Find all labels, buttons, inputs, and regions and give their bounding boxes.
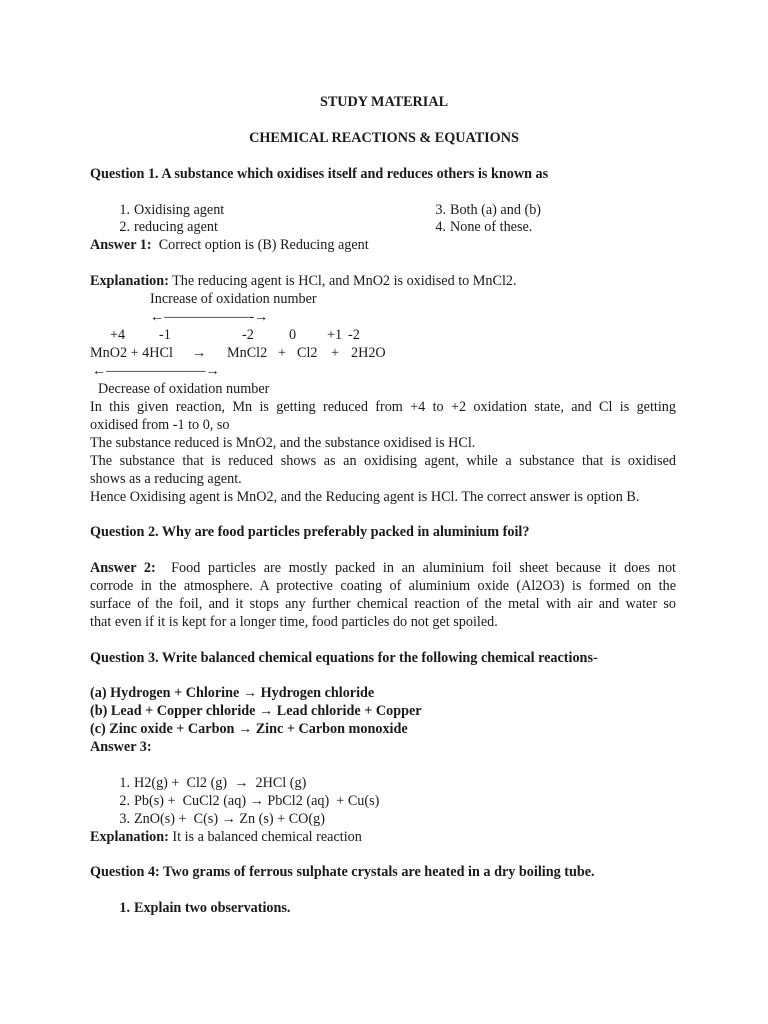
answer-2-line-3: surface of the foil, and it stops any further chemical reaction of the metal with air and water so [90,596,676,612]
chapter-title: CHEMICAL REACTIONS & EQUATIONS [249,130,519,146]
q4-subquestion-1-text: Explain two observations. [134,900,291,916]
q3-equation-3-number: 3. [119,811,130,827]
q1-option-2-number: 2. [119,219,130,235]
explanation-3-text: It is a balanced chemical reaction [172,829,362,845]
q1-option-1-number: 1. [119,202,130,218]
redox-paragraph-line-1: In this given reaction, Mn is getting reduced from +4 to +2 oxidation state, and Cl is getting [90,399,676,415]
agent-sentence-line-2: shows as a reducing agent. [90,471,242,487]
oxidation-state-h: +1 [327,327,343,343]
q1-option-4-text: None of these. [450,219,533,235]
q1-option-3-number: 3. [435,202,446,218]
explanation-1-text: The reducing agent is HCl, and MnO2 is oxidised to MnCl2. [172,273,517,289]
equation-product-mncl2: MnCl2 [227,345,268,361]
q3-equation-3 [108,811,325,828]
answer-2-text-1: Food particles are mostly packed in an aluminium foil sheet because it does not [171,560,677,576]
q1-option-1 [108,202,224,219]
equation-plus-2: + [331,345,340,361]
q1-option-2 [108,219,218,236]
q3-equation-1 [108,775,306,792]
agent-sentence-line-1: The substance that is reduced shows as an oxidising agent, while a substance that is oxidised [90,453,676,469]
q1-option-1-text: Oxidising agent [134,202,225,218]
conclusion-sentence: Hence Oxidising agent is MnO2, and the Reducing agent is HCl. The correct answer is option B. [90,489,640,505]
answer-2-label: Answer 2: [90,560,156,576]
q1-option-3 [424,202,541,219]
q1-option-4-number: 4. [435,219,446,235]
decrease-arrow: ←———————→ [92,363,220,379]
q4-subquestion-1 [108,900,290,917]
explanation-3-label: Explanation: [90,829,169,845]
oxidation-state-mn-product: -2 [242,327,254,343]
increase-oxidation-label: Increase of oxidation number [150,291,317,307]
q3-equation-2 [108,793,379,810]
answer-1 [90,237,369,254]
answer-2-line-2: corrode in the atmosphere. A protective coating of aluminium oxide (Al2O3) is formed on the [90,578,676,594]
explanation-3 [90,829,362,846]
decrease-oxidation-label: Decrease of oxidation number [98,381,270,397]
q3-equation-1-text: H2(g) + Cl2 (g) → 2HCl (g) [134,775,307,791]
question-1: Question 1. A substance which oxidises itself and reduces others is known as [90,166,549,182]
equation-arrow: → [192,345,207,361]
oxidation-state-o: -2 [348,327,360,343]
q1-option-2-text: reducing agent [134,219,218,235]
answer-1-label: Answer 1: [90,237,152,253]
equation-plus-1: + [278,345,287,361]
q3-equation-3-text: ZnO(s) + C(s) → Zn (s) + CO(g) [134,811,325,827]
q3-equation-2-text: Pb(s) + CuCl2 (aq) → PbCl2 (aq) + Cu(s) [134,793,380,809]
q3-part-a: (a) Hydrogen + Chlorine → Hydrogen chloride [90,685,375,701]
substance-sentence: The substance reduced is MnO2, and the substance oxidised is HCl. [90,435,476,451]
question-3: Question 3. Write balanced chemical equations for the following chemical reactions- [90,650,598,666]
oxidation-state-cl2: 0 [289,327,297,343]
q3-part-c: (c) Zinc oxide + Carbon → Zinc + Carbon monoxide [90,721,408,737]
explanation-1 [90,273,517,290]
q1-option-3-text: Both (a) and (b) [450,202,542,218]
answer-1-text: Correct option is (B) Reducing agent [158,237,369,253]
answer-3-label: Answer 3: [90,739,152,755]
study-material-heading: STUDY MATERIAL [319,94,449,110]
equation-product-cl2: Cl2 [297,345,318,361]
question-4: Question 4: Two grams of ferrous sulphate crystals are heated in a dry boiling tube. [90,864,595,880]
redox-equation [0,345,768,362]
q3-equation-1-number: 1. [119,775,130,791]
redox-paragraph-line-2: oxidised from -1 to 0, so [90,417,230,433]
q3-part-b: (b) Lead + Copper chloride → Lead chloride + Copper [90,703,422,719]
question-2: Question 2. Why are food particles preferably packed in aluminium foil? [90,524,530,540]
oxidation-state-mn-reactant: +4 [110,327,126,343]
q4-subquestion-1-number: 1. [119,900,130,916]
q1-option-4 [424,219,532,236]
equation-reactants: MnO2 + 4HCl [90,345,173,361]
equation-product-h2o: 2H2O [351,345,386,361]
answer-2-line-1 [90,560,676,577]
increase-arrow: ←——————-→ [150,309,269,325]
oxidation-states-row [0,327,768,344]
oxidation-state-cl-reactant: -1 [159,327,171,343]
q3-equation-2-number: 2. [119,793,130,809]
explanation-1-label: Explanation: [90,273,169,289]
answer-2-line-4: that even if it is kept for a longer time, food particles do not get spoiled. [90,614,498,630]
